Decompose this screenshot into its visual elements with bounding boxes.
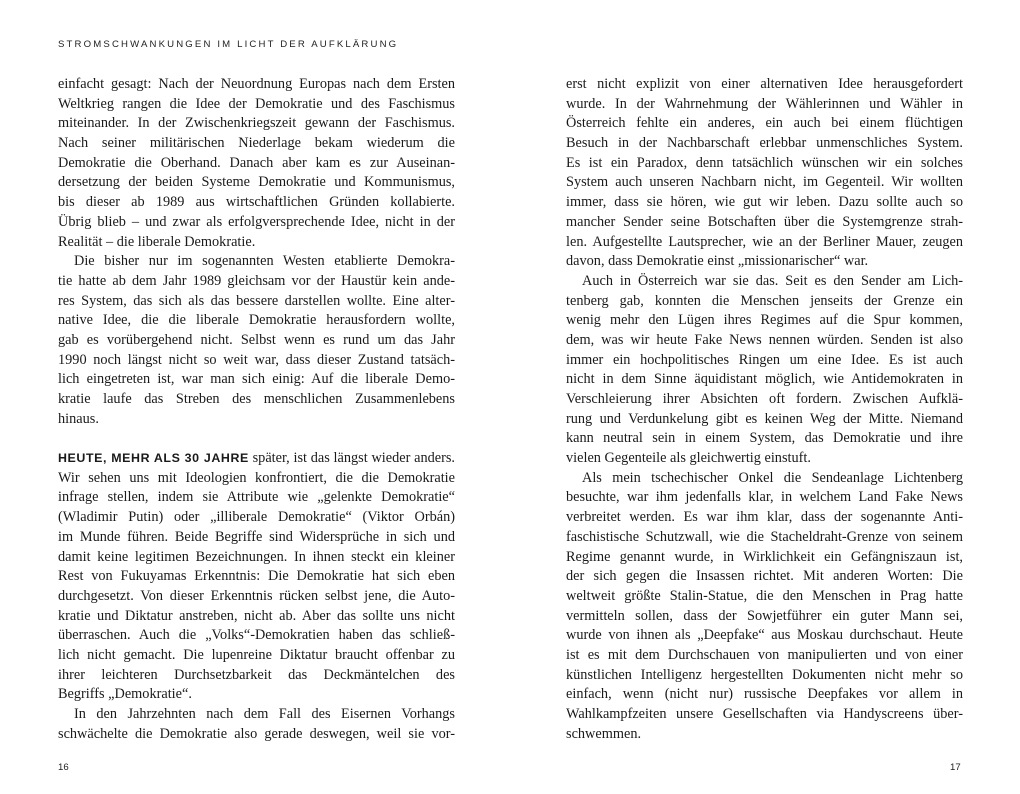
page-number-left: 16 — [58, 762, 69, 773]
text-line: immer ein hochpolitisches Ringen um eine Idee. Es ist auch — [566, 351, 963, 368]
text-line: einfach, wenn (nicht nur) russische Deepfakes vor allem in — [566, 686, 963, 703]
text-line: durchgesetzt. Von dieser Erkenntnis rücken selbst jene, die Auto- — [58, 587, 455, 604]
text-line: Regime genannt wurde, in Wirklichkeit ein Gefängniszaun ist, — [566, 548, 963, 565]
text-line: System auch unseren Nachbarn nicht, im Gegenteil. Wir wollten — [566, 174, 963, 191]
page-number-right: 17 — [950, 762, 961, 773]
text-line: lich nicht gemacht. Die lupenreine Diktatur braucht offenbar zu — [58, 646, 455, 663]
text-line: weltweit größte Stalin-Statue, die den Menschen in Prag hatte — [566, 587, 963, 604]
text-line: immer, dass sie hören, wie gut wir leben. Dazu sollte auch so — [566, 194, 963, 211]
text-line: davon, dass Demokratie einst „missionarischer“ war. — [566, 253, 869, 270]
text-line: Als mein tschechischer Onkel die Sendeanlage Lichtenberg — [582, 469, 963, 486]
right-page-text — [566, 75, 963, 744]
text-line: der sich gegen die Insassen richtet. Mit anderen Worten: Die — [566, 568, 963, 585]
text-line: infrage stellen, indem sie Attribute wie „gelenkte Demokratie“ — [58, 489, 455, 506]
text-line: überraschen. Auch die „Volks“-Demokratien haben das schließ- — [58, 627, 455, 644]
text-line: vielen Gegenteile als gleichwertig einstuft. — [566, 450, 811, 467]
text-line: Rest von Fukuyamas Erkenntnis: Die Demokratie hat sich eben — [58, 568, 455, 585]
text-line: ist es mit dem Durchschauen von manipulierten und von einer — [566, 646, 963, 663]
text-line: Realität – die liberale Demokratie. — [58, 233, 256, 250]
text-line: faschistische Schutzwall, wie die Stacheldraht-Grenze von seinem — [566, 528, 963, 545]
text-line: Begriffs „Demokratie“. — [58, 686, 192, 703]
text-line: wurde. In der Wahrnehmung der Wählerinnen und Wähler in — [566, 95, 963, 112]
text-line: besuchte, war ihm jedenfalls klar, in welchem Land Fake News — [566, 489, 963, 506]
text-line: native Idee, die die liberale Demokratie herausfordern wollte, — [58, 312, 455, 329]
text-line: kratie laufe das Streben des menschlichen Zusammenlebens — [58, 391, 455, 407]
text-line: wenig mehr den Lügen ihres Regimes auf die Spur kommen, — [566, 312, 963, 329]
text-line: schwächelte die Demokratie also gerade deswegen, weil sie vor- — [58, 725, 455, 742]
text-line: vermitteln sollen, dass der Sowjetführer ein guter Mann sei, — [566, 607, 963, 624]
text-line: schwemmen. — [566, 725, 642, 742]
text-line: Übrig blieb – und zwar als erfolgversprechende Idee, nicht in der — [58, 213, 455, 230]
text-line: mancher Sender seine Botschaften über die Systemgrenze strah- — [566, 213, 963, 230]
text-line: nicht in dem Sinne äquidistant möglich, wie Antidemokraten in — [566, 371, 963, 388]
text-line: im Munde führen. Beide Begriffe sind Widersprüche in sich und — [58, 528, 455, 545]
text-line: damit keine legitimen Bezeichnungen. In ihnen steckt ein kleiner — [58, 548, 455, 565]
text-line: Nach seiner militärischen Niederlage bekam wiederum die — [58, 135, 455, 152]
text-line: len. Aufgestellte Lautsprecher, wie an der Berliner Mauer, zeugen — [566, 233, 963, 250]
text-line: rung und Verdunkelung gibt es keinen Weg der Mitte. Niemand — [566, 410, 963, 427]
text-line: (Wladimir Putin) oder „illiberale Demokratie“ (Viktor Orbán) — [58, 509, 455, 526]
text-line: Auch in Österreich war sie das. Seit es den Sender am Lich- — [582, 272, 963, 289]
text-line: dersetzung der beiden Systeme Demokratie und Kommunismus, — [58, 174, 455, 191]
text-line-rest: später, ist das längst wieder anders. — [248, 450, 455, 467]
text-line: Demokratie die Oberhand. Danach aber kam es zur Auseinan- — [58, 154, 455, 171]
text-line: kratie und Diktatur anstreben, nicht ab. Aber das sollte uns nicht — [58, 607, 455, 624]
text-line: bis dieser ab 1989 aus wirtschaftlichen Gründen kollabierte. — [58, 194, 455, 211]
text-line: lich eingetreten ist, war man sich einig: Auf die liberale Demo- — [58, 371, 455, 388]
paragraph-gap — [58, 429, 455, 449]
text-line: verbreitet werden. Es war ihm klar, dass der sogenannte Anti- — [566, 509, 963, 526]
text-line — [58, 449, 455, 469]
section-lead-in: HEUTE, MEHR ALS 30 JAHRE — [58, 451, 249, 466]
text-line: Besuch in der Nachbarschaft erlebbar unmenschliches System. — [566, 135, 963, 152]
text-line: wurde von ihnen als „Deepfake“ aus Moskau durchschaut. Heute — [566, 627, 963, 644]
text-line: Wir sehen uns mit Ideologien konfrontiert, die die Demokratie — [58, 469, 455, 486]
text-line: 1990 noch längst nicht so weit war, dass dieser Zustand tatsäch- — [58, 351, 455, 368]
text-line: kann neutral sein in einem System, das Demokratie und ihre — [566, 430, 963, 447]
text-line: hinaus. — [58, 410, 99, 427]
text-line: tie hatte ab dem Jahr 1989 gleichsam vor der Haustür kein ande- — [58, 272, 455, 289]
text-line: Es ist ein Paradox, denn tatsächlich wünschen wir ein solches — [566, 154, 963, 171]
text-line: Die bisher nur im sogenannten Westen etablierte Demokra- — [74, 253, 455, 270]
text-line: In den Jahrzehnten nach dem Fall des Eisernen Vorhangs — [74, 706, 455, 722]
text-line: res System, das sich als das bessere darstellen wollte. Eine alter- — [58, 292, 455, 309]
text-line: dem, was wir heute Fake News nennen würden. Senden ist also — [566, 331, 963, 348]
text-line: Wahlkampfzeiten unsere Gesellschaften via Handyscreens über- — [566, 706, 963, 722]
running-title: STROMSCHWANKUNGEN IM LICHT DER AUFKLÄRUNG — [58, 39, 399, 50]
left-page-text — [58, 75, 455, 744]
text-line: tenberg gab, konnten die Menschen jenseits der Grenze ein — [566, 292, 963, 309]
text-line: Österreich fehlte ein anderes, ein auch bei einem flüchtigen — [566, 115, 963, 132]
text-line: gab es vorübergehend nicht. Selbst wenn es rund um das Jahr — [58, 331, 455, 348]
text-line: künstlichen Intelligenz hergestellten Dokumenten nicht mehr so — [566, 666, 963, 683]
text-line: Verschleierung ihrer Absichten oft fordern. Zwischen Aufklä- — [566, 391, 963, 407]
text-line: einfacht gesagt: Nach der Neuordnung Europas nach dem Ersten — [58, 76, 455, 92]
text-line: ihrer leichteren Durchsetzbarkeit das Deckmäntelchen des — [58, 666, 455, 683]
text-line: Weltkrieg rangen die Idee der Demokratie und des Faschismus — [58, 95, 455, 112]
text-line: erst nicht explizit von einer alternativen Idee herausgefordert — [566, 76, 963, 92]
text-line: miteinander. In der Zwischenkriegszeit gewann der Faschismus. — [58, 115, 455, 132]
